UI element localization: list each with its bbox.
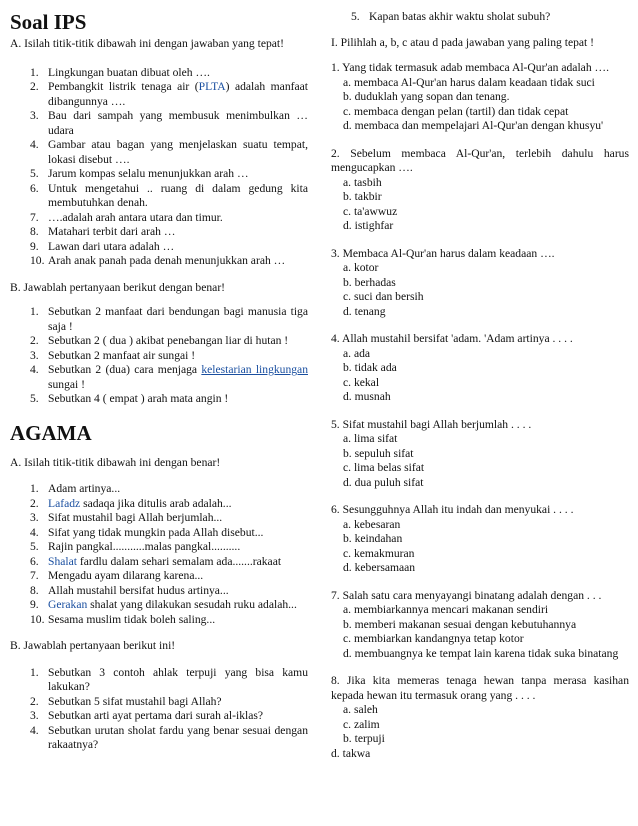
question-text: 8. Jika kita memeras tenaga hewan tanpa merasa kasihan kepada hewan itu termasuk orang yang . . . . — [331, 674, 629, 702]
list-item: 3. Sebutkan arti ayat pertama dari surah al-iklas? — [30, 709, 264, 722]
answer-option: d. istighfar — [343, 219, 394, 232]
text-link[interactable]: Lafadz — [48, 496, 81, 510]
list-item: 4. Sebutkan 2 (dua) cara menjaga kelestarian lingkungan sungai ! — [30, 363, 308, 391]
question-text: 4. Allah mustahil bersifat 'adam. 'Adam artinya . . . . — [331, 332, 573, 345]
question-block — [331, 332, 629, 405]
answer-option: b. memberi makanan sesuai dengan kebutuhannya — [343, 617, 577, 631]
answer-option: a. saleh — [343, 703, 378, 716]
answer-option: c. ta'awwuz — [343, 204, 398, 218]
agama-section-b-intro: B. Jawablah pertanyaan berikut ini! — [10, 639, 176, 652]
agama-section-a-list — [10, 482, 308, 627]
list-item: 4. Gambar atau bagan yang menjelaskan suatu tempat, lokasi disebut …. — [30, 138, 308, 166]
ips-section-a-list — [10, 66, 308, 269]
agama-section-b-continued — [331, 10, 629, 25]
question-block — [331, 418, 629, 491]
ips-section-a-intro: A. Isilah titik-titik dibawah ini dengan jawaban yang tepat! — [10, 37, 284, 50]
answer-option: d. membaca dan mempelajari Al-Qur'an dengan khusyu' — [343, 119, 604, 132]
text-link[interactable]: Gerakan — [48, 598, 88, 611]
list-item: 10. Sesama muslim tidak boleh saling... — [30, 612, 216, 626]
list-item: 2. Pembangkit listrik tenaga air (PLTA) adalah manfaat dibangunnya …. — [30, 80, 308, 108]
question-text: 2. Sebelum membaca Al-Qur'an, terlebih dahulu harus mengucapkan …. — [331, 146, 629, 174]
question-block — [331, 503, 629, 576]
answer-option: c. lima belas sifat — [343, 461, 425, 474]
list-item: 2. Sebutkan 5 sifat mustahil bagi Allah? — [30, 694, 222, 708]
answer-option: c. zalim — [343, 717, 380, 731]
multiple-choice-intro: I. Pilihlah a, b, c atau d pada jawaban yang paling tepat ! — [331, 35, 595, 49]
list-item: 10. Arah anak panah pada denah menunjukkan arah … — [30, 254, 286, 267]
answer-option: b. terpuji — [343, 732, 385, 745]
list-item: 9. Lawan dari utara adalah … — [30, 239, 175, 253]
answer-option: a. lima sifat — [343, 432, 398, 445]
agama-section-a-intro: A. Isilah titik-titik dibawah ini dengan benar! — [10, 455, 221, 469]
list-item: 7. Mengadu ayam dilarang karena... — [30, 569, 204, 582]
answer-option: b. keindahan — [343, 532, 403, 545]
answer-option: a. membaca Al-Qur'an harus dalam keadaan tidak suci — [343, 75, 595, 89]
list-item: 4. Sebutkan urutan sholat fardu yang benar sesuai dengan rakaatnya? — [30, 723, 308, 751]
list-item: 5. Sebutkan 4 ( empat ) arah mata angin ! — [30, 392, 229, 405]
question-text: 1. Yang tidak termasuk adab membaca Al-Qur'an adalah …. — [331, 61, 610, 74]
list-item: 2. Sebutkan 2 ( dua ) akibat penebangan liar di hutan ! — [30, 334, 289, 347]
list-item: 2. Lafadz sadaqa jika ditulis arab adalah... — [30, 496, 232, 510]
list-item: 1. Sebutkan 3 contoh ahlak terpuji yang bisa kamu lakukan? — [30, 665, 308, 693]
text-link[interactable]: kelestarian lingkungan — [201, 363, 308, 376]
list-item: 4. Sifat yang tidak mungkin pada Allah disebut... — [30, 525, 264, 539]
answer-option: c. kekal — [343, 375, 380, 389]
answer-option: c. kemakmuran — [343, 546, 415, 560]
list-item: 1. Adam artinya... — [30, 482, 121, 495]
text-link[interactable]: PLTA — [198, 80, 226, 93]
answer-option: d. dua puluh sifat — [343, 475, 424, 489]
question-text: 7. Salah satu cara menyayangi binatang adalah dengan . . . — [331, 588, 602, 602]
answer-option: a. kotor — [343, 261, 379, 274]
multiple-choice-questions — [331, 61, 629, 761]
answer-option: b. berhadas — [343, 275, 396, 289]
list-item: 5. Kapan batas akhir waktu sholat subuh? — [351, 10, 551, 23]
text-link[interactable]: Shalat — [48, 554, 77, 568]
answer-option: b. tidak ada — [343, 361, 397, 374]
ips-title: Soal IPS — [10, 10, 87, 34]
answer-option: a. membiarkannya mencari makanan sendiri — [343, 603, 549, 616]
list-item: 1. Lingkungan buatan dibuat oleh …. — [30, 65, 210, 79]
question-block — [331, 247, 629, 320]
question-block — [331, 61, 629, 134]
answer-option: b. sepuluh sifat — [343, 446, 414, 460]
question-text: 5. Sifat mustahil bagi Allah berjumlah . . . . — [331, 417, 532, 431]
ips-section-b-intro: B. Jawablah pertanyaan berikut dengan benar! — [10, 280, 226, 294]
answer-option: c. membaca dengan pelan (tartil) dan tidak cepat — [343, 104, 569, 118]
answer-option: a. ada — [343, 346, 371, 360]
answer-option: d. membuangnya ke tempat lain karena tidak suka binatang — [343, 646, 619, 660]
list-item: 8. Matahari terbit dari arah … — [30, 225, 176, 238]
list-item: 6. Untuk mengetahui .. ruang di dalam gedung kita membutuhkan denah. — [30, 181, 308, 209]
answer-option: d. musnah — [343, 390, 391, 403]
answer-option: d. takwa — [331, 746, 371, 760]
right-column — [331, 0, 629, 774]
question-block — [331, 589, 629, 662]
question-text: 3. Membaca Al-Qur'an harus dalam keadaan …. — [331, 246, 555, 260]
list-item: 3. Sifat mustahil bagi Allah berjumlah... — [30, 511, 223, 524]
answer-option: d. kebersamaan — [343, 561, 416, 574]
list-item: 6. Shalat fardlu dalam sehari semalam ada.......rakaat — [30, 554, 282, 568]
list-item: 1. Sebutkan 2 manfaat dari bendungan bagi manusia tiga saja ! — [30, 305, 308, 333]
answer-option: c. suci dan bersih — [343, 290, 424, 303]
list-item: 7. ….adalah arah antara utara dan timur. — [30, 210, 223, 224]
list-item: 3. Sebutkan 2 manfaat air sungai ! — [30, 348, 196, 362]
list-item: 5. Jarum kompas selalu menunjukkan arah … — [30, 167, 249, 180]
agama-title: AGAMA — [10, 420, 92, 445]
answer-option: c. membiarkan kandangnya tetap kotor — [343, 632, 524, 645]
list-item: 9. Gerakan shalat yang dilakukan sesudah ruku adalah... — [30, 598, 297, 611]
question-block — [331, 147, 629, 234]
list-item: 3. Bau dari sampah yang membusuk menimbulkan … udara — [30, 109, 308, 137]
list-item: 5. Rajin pangkal...........malas pangkal.......... — [30, 540, 241, 553]
answer-option: a. kebesaran — [343, 517, 401, 531]
answer-option: d. tenang — [343, 304, 386, 318]
answer-option: b. duduklah yang sopan dan tenang. — [343, 90, 510, 103]
question-text: 6. Sesungguhnya Allah itu indah dan menyukai . . . . — [331, 503, 574, 516]
list-item: 8. Allah mustahil bersifat hudus artinya... — [30, 583, 229, 597]
answer-option: a. tasbih — [343, 175, 382, 189]
ips-section-b-list — [10, 305, 308, 407]
answer-option: b. takbir — [343, 190, 382, 203]
agama-section-b-list — [10, 666, 308, 753]
left-column — [10, 0, 308, 753]
question-block — [331, 674, 629, 761]
